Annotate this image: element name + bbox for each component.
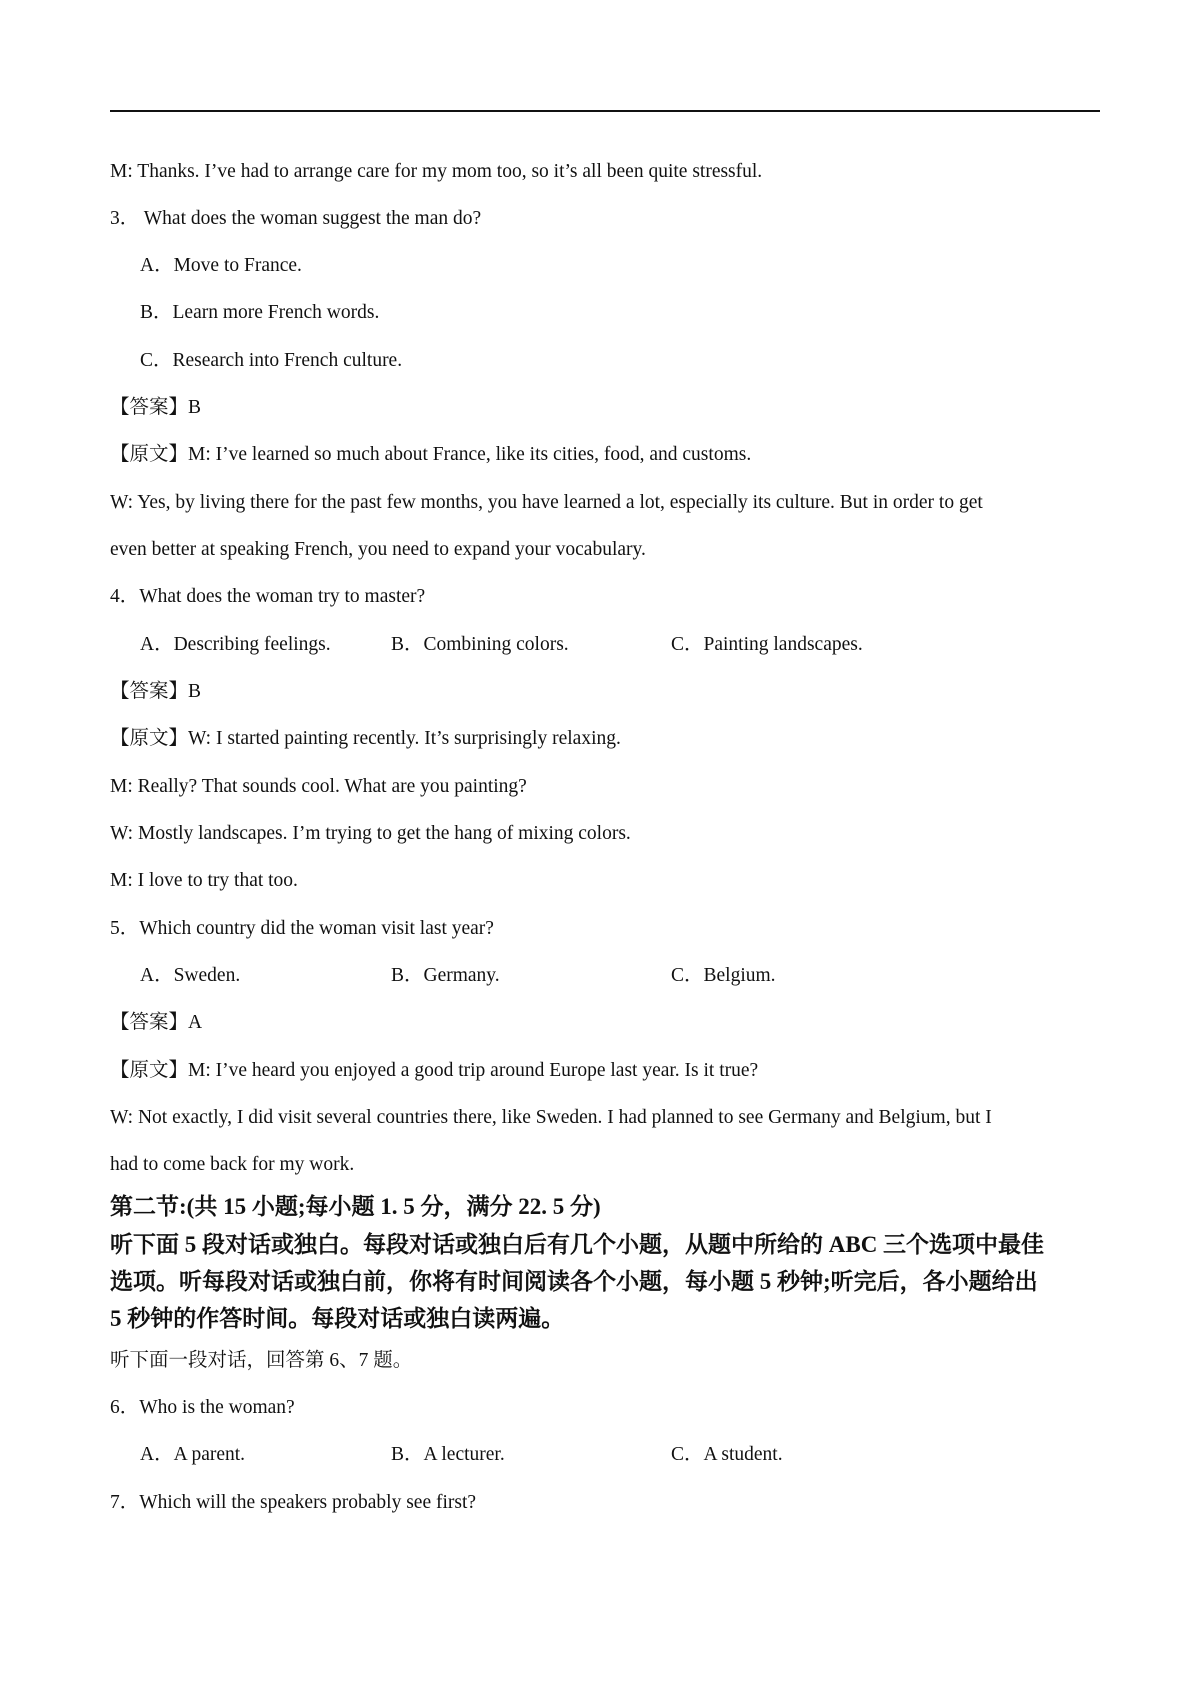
section-2-instruction: 听下面 5 段对话或独白。每段对话或独白后有几个小题，从题中所给的 ABC 三个选项中最佳 xyxy=(110,1232,1045,1257)
answer-4: 【答案】B xyxy=(110,681,202,702)
section-2-instruction: 5 秒钟的作答时间。每段对话或独白读两遍。 xyxy=(110,1306,565,1331)
option-3a: A．Move to France. xyxy=(140,255,302,276)
option-4a: A．Describing feelings. xyxy=(140,634,331,655)
answer-5: 【答案】A xyxy=(110,1012,203,1033)
option-3b: B．Learn more French words. xyxy=(140,302,380,323)
option-6b: B．A lecturer. xyxy=(391,1444,505,1465)
question-7: 7．Which will the speakers probably see first? xyxy=(110,1492,477,1513)
dialogue-line: M: I love to try that too. xyxy=(110,870,298,891)
question-6: 6．Who is the woman? xyxy=(110,1397,295,1418)
options-row-5 xyxy=(0,964,1200,988)
dialogue-line: W: Not exactly, I did visit several countries there, like Sweden. I had planned to see Germany and Belgium, but I xyxy=(110,1107,992,1128)
options-row-6 xyxy=(0,1443,1200,1467)
listen-instruction: 听下面一段对话，回答第 6、7 题。 xyxy=(110,1350,413,1371)
options-row-4 xyxy=(0,633,1200,657)
dialogue-line: had to come back for my work. xyxy=(110,1154,355,1175)
option-5a: A．Sweden. xyxy=(140,965,241,986)
option-4b: B．Combining colors. xyxy=(391,634,569,655)
dialogue-line: M: Really? That sounds cool. What are you painting? xyxy=(110,776,527,797)
option-6c: C．A student. xyxy=(671,1444,783,1465)
option-5c: C．Belgium. xyxy=(671,965,776,986)
question-5: 5．Which country did the woman visit last year? xyxy=(110,918,494,939)
header-rule xyxy=(110,110,1100,112)
option-4c: C．Painting landscapes. xyxy=(671,634,863,655)
transcript-3: 【原文】M: I’ve learned so much about France, like its cities, food, and customs. xyxy=(110,444,752,465)
transcript-5: 【原文】M: I’ve heard you enjoyed a good trip around Europe last year. Is it true? xyxy=(110,1060,759,1081)
option-6a: A．A parent. xyxy=(140,1444,246,1465)
section-2-instruction: 选项。听每段对话或独白前，你将有时间阅读各个小题，每小题 5 秒钟;听完后，各小题给出 xyxy=(110,1269,1038,1294)
dialogue-line: W: Yes, by living there for the past few months, you have learned a lot, especially its culture. But in order to get xyxy=(110,492,983,513)
answer-3: 【答案】B xyxy=(110,397,202,418)
dialogue-line: even better at speaking French, you need to expand your vocabulary. xyxy=(110,539,646,560)
option-3c: C．Research into French culture. xyxy=(140,350,403,371)
question-4: 4．What does the woman try to master? xyxy=(110,586,426,607)
question-3: 3． What does the woman suggest the man do? xyxy=(110,208,482,229)
dialogue-line: W: Mostly landscapes. I’m trying to get the hang of mixing colors. xyxy=(110,823,631,844)
option-5b: B．Germany. xyxy=(391,965,500,986)
section-2-title: 第二节:(共 15 小题;每小题 1. 5 分，满分 22. 5 分) xyxy=(110,1194,601,1219)
dialogue-line: M: Thanks. I’ve had to arrange care for my mom too, so it’s all been quite stressful. xyxy=(110,161,763,182)
transcript-4: 【原文】W: I started painting recently. It’s surprisingly relaxing. xyxy=(110,728,621,749)
